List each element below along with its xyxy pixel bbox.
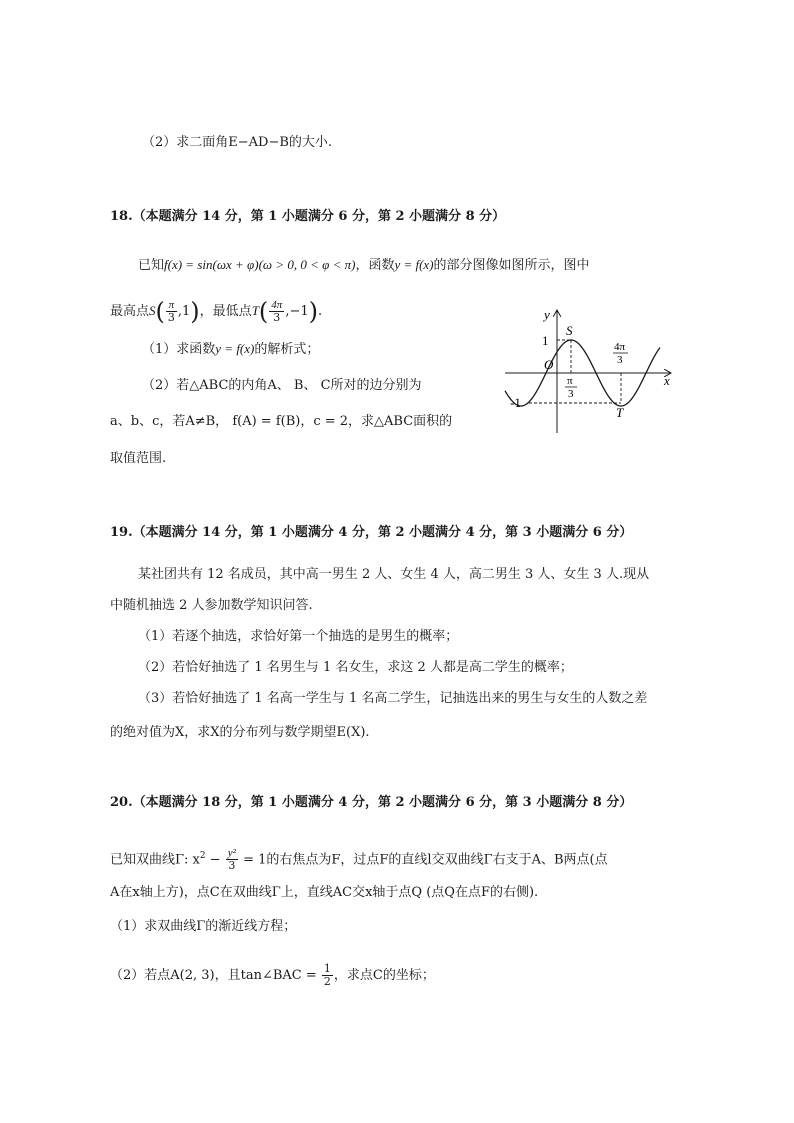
q20-p1-b: = 1的右焦点为F，过点F的直线l交双曲线Γ右支于A、B两点(点 (238, 852, 608, 868)
q18-peak-T-y: ,−1 (285, 304, 309, 319)
tick-pi3-den: 3 (568, 388, 574, 400)
tick-minus1-label: -1 (510, 395, 521, 410)
q18-intro (138, 256, 590, 275)
tick-pi3-num: π (567, 375, 573, 387)
q18-intro-formula2: y = f(x) (394, 257, 434, 272)
q19-part2: （2）若恰好抽选了 1 名男生与 1 名女生，求这 2 人都是高二学生的概率； (138, 660, 573, 675)
q18-part1-formula: y = f(x) (215, 341, 255, 356)
q18-peak-S-frac: $\frac{\pi}{3}$ (167, 299, 175, 324)
q19-part3: （3）若恰好抽选了 1 名高一学生与 1 名高二学生，记抽选出来的男生与女生的人数之差 (138, 691, 648, 706)
q18-part1 (142, 340, 319, 359)
q18-peak-end: . (317, 304, 323, 319)
q18-peak-S-y: ,1 (177, 304, 191, 319)
q20-part2-b: ，求点C的坐标； (333, 968, 435, 983)
tick-4pi3-den: 3 (617, 354, 623, 366)
q19-part3b: 的绝对值为X，求X的分布列与数学期望E(X). (110, 725, 370, 740)
q18-peak-a: 最高点 (110, 304, 150, 319)
q19-p2: 中随机抽选 2 人参加数学知识问答. (110, 598, 313, 613)
q19-header: 19.（本题满分 14 分，第 1 小题满分 4 分，第 2 小题满分 4 分，第 3 小题满分 6 分） (110, 525, 633, 540)
tick-1-label: 1 (542, 333, 549, 348)
q20-p2: A在x轴上方)，点C在双曲线Γ上，直线AC交x轴于点Q (点Q在点F的右侧). (110, 885, 539, 900)
q19-part1: （1）若逐个抽选，求恰好第一个抽选的是男生的概率； (138, 629, 459, 644)
q20-part2-frac: $\frac{1}{2}$ (323, 962, 331, 988)
q19-p1: 某社团共有 12 名成员，其中高一男生 2 人、女生 4 人，高二男生 3 人、女生 3 人.现从 (138, 567, 650, 582)
q20-p1-a: 已知双曲线Γ: x (110, 852, 200, 868)
q18-peak-b: ，最低点 (199, 304, 252, 319)
q18-intro-b: ，函数 (355, 258, 395, 273)
q18-part1-text: （1）求函数 (142, 342, 216, 357)
q18-intro-formula: f(x) = sin(ωx + φ)(ω > 0, 0 < φ < π) (164, 257, 356, 272)
y-axis-label: y (544, 307, 550, 322)
tick-4pi3-num: 4π (614, 341, 626, 353)
q20-p1-sup: 2 (199, 851, 206, 861)
q18-peaks: 最高点S( $\frac{\pi}{3}$ ,1)，最低点T( $\frac{4\pi}{3}$ ,−1). (110, 297, 323, 326)
q18-part1-end: 的解析式； (254, 342, 320, 357)
point-T-label: T (616, 405, 624, 420)
q20-header: 20.（本题满分 18 分，第 1 小题满分 4 分，第 2 小题满分 6 分，第 3 小题满分 8 分） (110, 795, 633, 810)
origin-label: O (544, 357, 554, 372)
q20-part2-a: （2）若点A(2, 3)，且tan∠BAC = (110, 968, 321, 983)
q20-p1 (110, 838, 608, 874)
q18-peak-T-frac: $\frac{4\pi}{3}$ (271, 299, 283, 324)
q17-part2: （2）求二面角E−AD−B的大小. (142, 135, 333, 150)
q18-sine-graph (500, 305, 690, 435)
q18-peak-S: S (149, 303, 156, 318)
point-S-label: S (566, 323, 573, 338)
q20-p1-frac: $\frac{\text{y²}}{3}$ (227, 847, 236, 873)
q18-peak-T: T (251, 303, 259, 318)
x-axis-label: x (664, 373, 670, 388)
q18-part2-a: （2）若△ABC的内角A、 B、 C所对的边分别为 (142, 378, 422, 393)
q18-part2-b: a、b、c，若A≠B， f(A) = f(B)，c = 2，求△ABC面积的 (110, 414, 453, 429)
q18-intro-c: 的部分图像如图所示，图中 (433, 258, 590, 273)
q18-part2-c: 取值范围. (110, 451, 167, 466)
q20-part1: （1）求双曲线Γ的渐近线方程； (110, 919, 297, 934)
q20-part2 (110, 958, 435, 994)
q18-intro-a: 已知 (138, 258, 165, 273)
q20-p1-minus: − (205, 852, 225, 868)
q18-header: 18.（本题满分 14 分，第 1 小题满分 6 分，第 2 小题满分 8 分） (110, 209, 506, 224)
